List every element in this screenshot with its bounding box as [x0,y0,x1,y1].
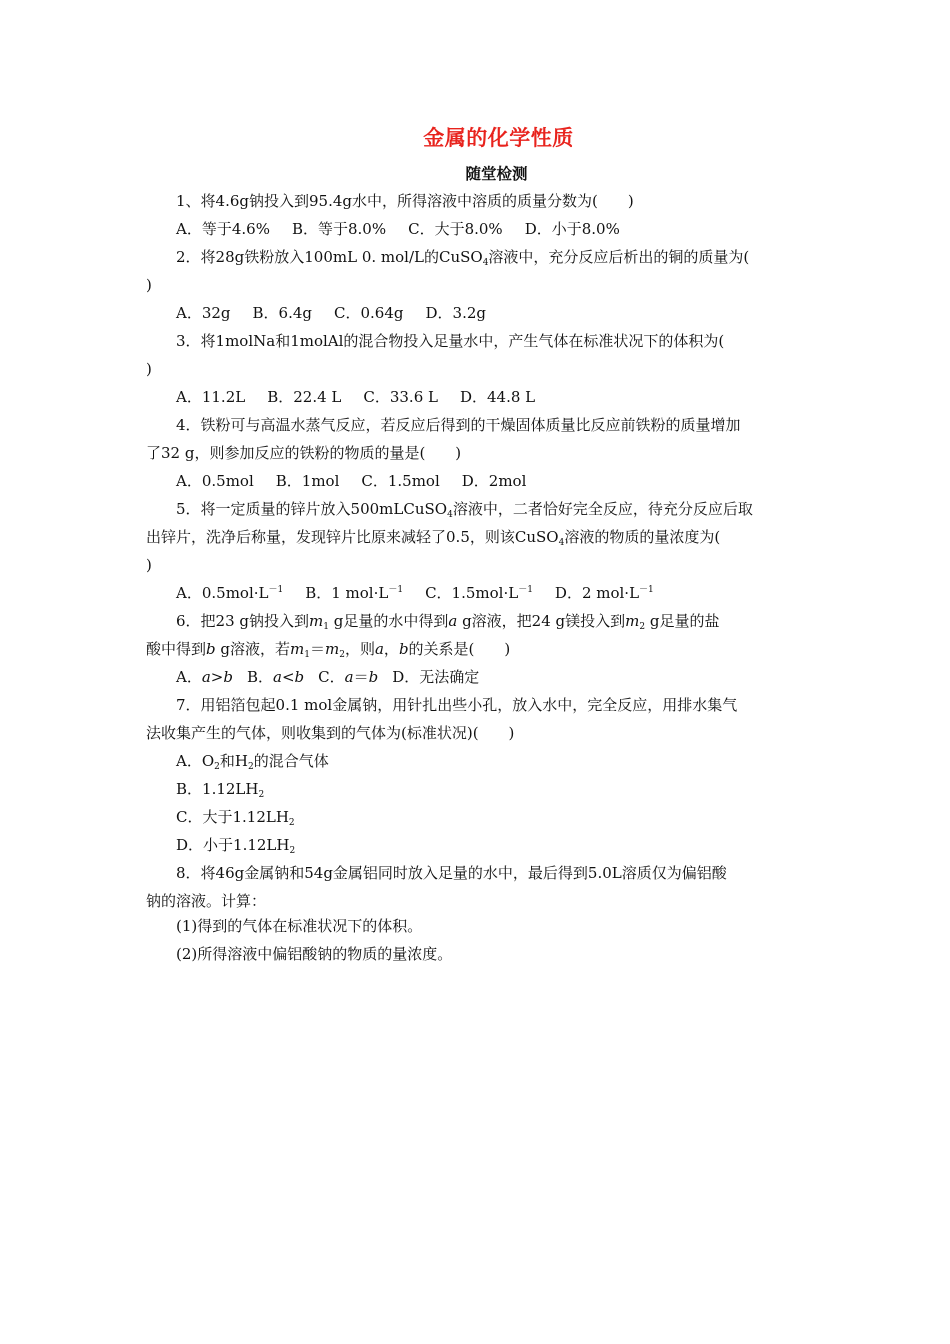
text-fragment: 4 [447,510,453,520]
option: D．小于8.0% [524,220,620,238]
question-1-options [146,219,840,239]
option: C．33.6 L [363,388,438,406]
question-4-stem: 4．铁粉可与高温水蒸气反应，若反应后得到的干燥固体质量比反应前铁粉的质量增加 [176,416,741,434]
text-fragment: 和H [219,752,248,770]
text-fragment: A．0.5mol·L [176,584,269,602]
text-fragment: ， [383,640,399,658]
question-2-stem [146,247,840,267]
question-3-stem-end: ) [146,360,152,378]
text-fragment: 1 [304,650,310,660]
text-fragment: b [206,640,216,658]
question-7-stem: 7．用铝箔包起0.1 mol金属钠，用针扎出些小孔，放入水中，完全反应，用排水集气 [176,696,738,714]
section-heading: 随堂检测 [465,165,528,183]
text-fragment: a [344,668,354,686]
text-fragment: ，则 [344,640,375,658]
text-fragment: －1 [388,585,404,595]
text-fragment: g溶液，把24 g镁投入到 [457,612,626,630]
text-fragment: 4 [558,538,565,548]
text-fragment: B． [246,668,274,686]
question-5-stem-cont [146,527,810,547]
text-fragment: b [223,668,233,686]
text-fragment: 出锌片，洗净后称量，发现锌片比原来减轻了0.5，则该CuSO [146,528,559,546]
question-5-stem [146,499,840,519]
question-6-stem-cont [146,639,810,659]
text-fragment: 4 [482,258,489,268]
option: A．0.5mol [176,472,254,490]
question-7-stem-cont: 法收集产生的气体，则收集到的气体为(标准状况)( ) [146,724,515,742]
text-fragment: 2 [339,650,345,660]
question-6-stem [146,611,840,631]
question-8-part-1: (1)得到的气体在标准状况下的体积。 [176,917,423,935]
page-title: 金属的化学性质 [423,126,574,150]
text-fragment: m [309,612,324,630]
text-fragment: 溶液的物质的量浓度为( [564,528,721,546]
option: B．1mol [275,472,340,490]
question-7-option-c [146,807,840,827]
text-fragment: a [448,612,458,630]
text-fragment: 的关系是( ) [408,640,511,658]
question-2-options [146,303,840,323]
option: C．大于8.0% [408,220,503,238]
text-fragment: 2 [639,622,646,632]
text-fragment: C． [318,668,345,686]
text-fragment: C．1.5mol·L [425,584,519,602]
text-fragment: 2 [247,762,254,772]
question-3-options [146,387,840,407]
option: B．等于8.0% [291,220,387,238]
option: A．32g [176,304,231,322]
question-8-part-2: (2)所得溶液中偏铝酸钠的物质的量浓度。 [176,945,453,963]
text-fragment: < [281,668,295,686]
option: D．3.2g [425,304,486,322]
text-fragment: > [210,668,224,686]
text-fragment: 溶液中，二者恰好完全反应，待充分反应后取 [452,500,753,518]
text-fragment: g足量的水中得到 [328,612,449,630]
question-5-stem-end: ) [146,556,152,574]
text-fragment: 2 [258,790,265,800]
question-2-stem-end: ) [146,276,152,294]
text-fragment: C．大于1.12LH [176,808,289,826]
text-fragment: b [294,668,305,686]
question-6-options [146,667,840,687]
text-fragment: B．1 mol·L [305,584,389,602]
text-fragment: A． [176,668,202,686]
text-fragment: g溶液，若 [215,640,290,658]
question-3-stem: 3．将1molNa和1molAl的混合物投入足量水中，产生气体在标准状况下的体积为( [176,332,725,350]
option [176,584,283,602]
question-7-option-a [146,751,840,771]
option: D．44.8 L [459,388,536,406]
text-fragment: b [398,640,409,658]
text-fragment: m [625,612,640,630]
option [305,584,403,602]
text-fragment: 酸中得到 [146,640,207,658]
text-fragment: D．小于1.12LH [176,836,290,854]
question-7-option-d [146,835,840,855]
option: B．22.4 L [267,388,342,406]
text-fragment: A．O [176,752,215,770]
option [425,584,533,602]
text-fragment: ＝ [353,668,369,686]
option [247,668,304,686]
text-fragment: －1 [268,585,284,595]
option: A．11.2L [176,388,246,406]
option [555,584,654,602]
text-fragment: 的混合气体 [253,752,329,770]
text-fragment: a [201,668,211,686]
text-fragment: B．1.12LH [176,780,259,798]
question-1-stem: 1、将4.6g钠投入到95.4g水中，所得溶液中溶质的质量分数为( ) [176,192,634,210]
question-5-options [146,583,840,603]
text-fragment: b [368,668,379,686]
text-fragment: a [374,640,384,658]
option: C．0.64g [334,304,404,322]
text-fragment: a [273,668,282,686]
question-8-stem: 8．将46g金属钠和54g金属铝同时放入足量的水中，最后得到5.0L溶质仅为偏铝酸 [176,864,727,882]
text-fragment: m [324,640,340,658]
option: B．6.4g [252,304,313,322]
question-4-stem-cont: 了32 g，则参加反应的铁粉的物质的量是( ) [146,444,462,462]
text-fragment: 5．将一定质量的锌片放入500mLCuSO [176,500,448,518]
text-fragment: ＝ [309,640,325,658]
option: D．2mol [461,472,527,490]
text-fragment: 2 [288,818,295,828]
option [176,668,233,686]
option: D．无法确定 [392,668,480,686]
text-fragment: 2．将28g铁粉放入100mL 0. mol/L的CuSO [176,248,483,266]
text-fragment: D．2 mol·L [554,584,640,602]
text-fragment: g足量的盐 [645,612,720,630]
text-fragment: －1 [639,585,654,595]
text-fragment: 1 [323,622,329,632]
text-fragment: m [290,640,305,658]
question-7-option-b [146,779,840,799]
text-fragment: 6．把23 g钠投入到 [176,612,310,630]
option [318,668,378,686]
text-fragment: －1 [518,585,533,595]
text-fragment: 溶液中，充分反应后析出的铜的质量为( [488,248,750,266]
question-8-stem-cont: 钠的溶液。计算： [146,892,267,910]
option: C．1.5mol [361,472,440,490]
question-4-options [146,471,840,491]
option: A．等于4.6% [176,220,270,238]
text-fragment: 2 [289,846,296,856]
text-fragment: 2 [214,762,220,772]
